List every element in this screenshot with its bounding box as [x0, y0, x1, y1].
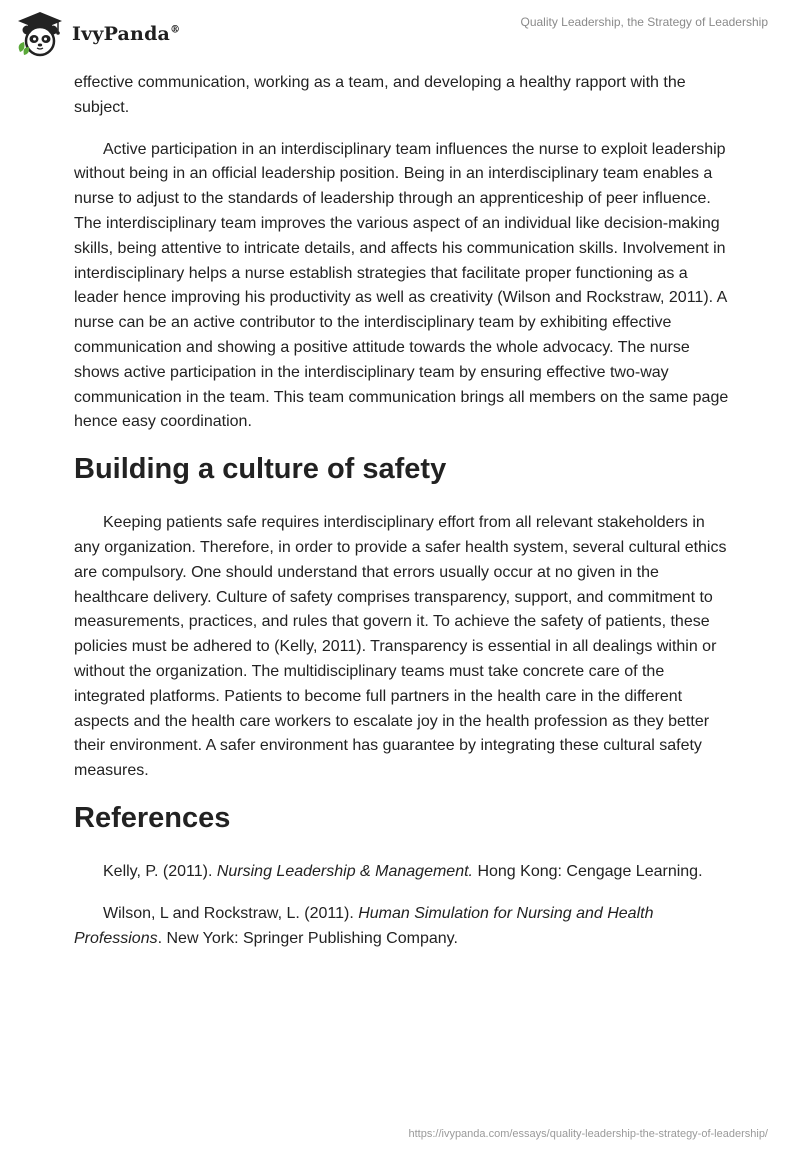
heading-references: References [74, 801, 231, 834]
paragraph-continued: effective communication, working as a team, and developing a healthy rapport with the subject. [74, 74, 686, 116]
brand-logo[interactable] [14, 8, 180, 60]
source-url[interactable]: https://ivypanda.com/essays/quality-leadership-the-strategy-of-leadership/ [408, 1128, 768, 1140]
document-title: Quality Leadership, the Strategy of Leadership [520, 15, 768, 29]
reference-item: Wilson, L and Rockstraw, L. (2011). Human Simulation for Nursing and Health Professions. New York: Springer Publishing Company. [74, 904, 654, 947]
panda-graduate-icon [14, 8, 66, 60]
essay-body [74, 71, 734, 968]
paragraph-safety: Keeping patients safe requires interdisciplinary effort from all relevant stakeholders in any organization. Therefore, in order to provide a safer health system, several cultural ethics are compulsory. One should understand that errors usually occur at no given in the healthcare delivery. Culture of safety comprises transparency, support, and commitment to measurements, practices, and rules that govern it. To achieve the safety of patients, these policies must be adhered to (Kelly, 2011). Transparency is essential in all dealings within or without the organization. The multidisciplinary teams must take concrete care of the integrated platforms. Patients to become full partners in the health care in the different aspects and the health care workers to escalate joy in the health profession as they better their environment. A safer environment has guarantee by integrating these cultural safety measures. [74, 514, 727, 780]
paragraph-interdisciplinary: Active participation in an interdisciplinary team influences the nurse to exploit leadership without being in an official leadership position. Being in an interdisciplinary team enables a nurse to adjust to the standards of leadership through an apprenticeship of peer influence. The interdisciplinary team improves the various aspect of an individual like decision-making skills, being attentive to intricate details, and affects his communication skills. Involvement in interdisciplinary helps a nurse establish strategies that facilitate proper functioning as a leader hence improving his productivity as well as creativity (Wilson and Rockstraw, 2011). A nurse can be an active contributor to the interdisciplinary team by exhibiting effective communication and showing a positive attitude towards the whole advocacy. The nurse shows active participation in the interdisciplinary team by ensuring effective two-way communication in the team. This team communication brings all members on the same page hence easy coordination. [74, 140, 729, 431]
brand-name: IvyPanda® [72, 23, 181, 45]
heading-safety: Building a culture of safety [74, 453, 447, 486]
reference-item: Kelly, P. (2011). Nursing Leadership & Management. Hong Kong: Cengage Learning. [103, 862, 703, 880]
page-header [0, 0, 800, 70]
